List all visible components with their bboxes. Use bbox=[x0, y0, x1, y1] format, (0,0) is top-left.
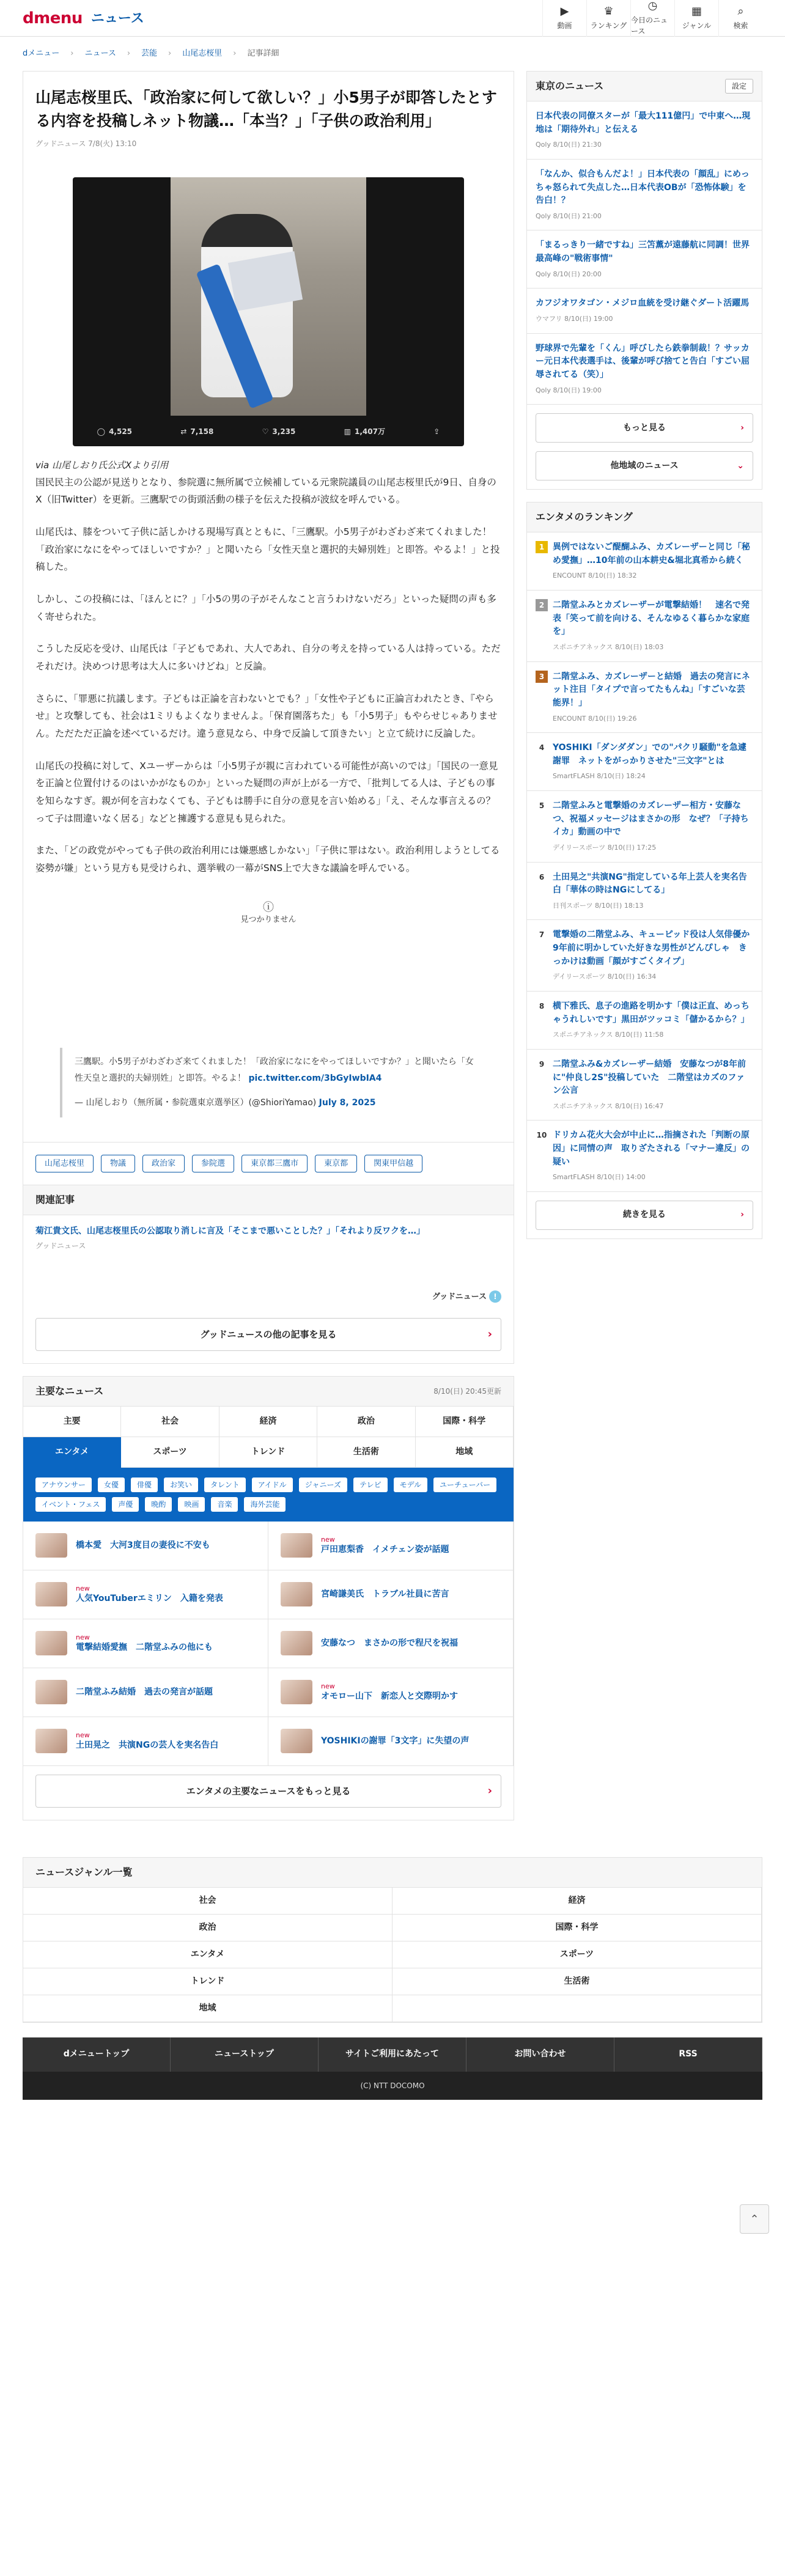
subcategory[interactable]: 海外芸能 bbox=[244, 1497, 286, 1512]
tweet-date-link[interactable]: July 8, 2025 bbox=[319, 1098, 376, 1108]
news-item[interactable]: new 土田晃之 共演NGの芸人を実名告白 bbox=[23, 1717, 268, 1766]
repost-icon: ⇄ bbox=[180, 427, 187, 436]
tweet-author: — 山尾しおり（無所属・参院選東京選挙区）(@ShioriYamao) bbox=[75, 1098, 317, 1108]
subcategory[interactable]: 音楽 bbox=[211, 1497, 238, 1512]
article-paragraph: また、「どの政党がやっても子供の政治利用には嫌悪感しかない」「子供に罪はない。政治利用しようとしてる姿勢が嫌」という見方も見受けられ、選挙戦の一幕がSNS上で大きな議論を呼んでいる。 bbox=[35, 845, 500, 874]
tokyo-news-title: 東京のニュース bbox=[536, 80, 604, 92]
sidebar bbox=[526, 71, 762, 1251]
ranking-item[interactable]: 3 二階堂ふみ、カズレーザーと結婚 過去の発言にネット注目「タイプで言ってたもんね」「すごいな芸能界！」 ENCOUNT 8/10(日) 19:26 bbox=[527, 662, 762, 734]
like-stat[interactable]: ♡ 3,235 bbox=[262, 427, 296, 436]
news-thumbnail bbox=[35, 1680, 67, 1704]
main-news-title: 主要なニュース bbox=[35, 1385, 104, 1397]
tab-life[interactable]: 生活術 bbox=[317, 1437, 415, 1468]
news-thumbnail bbox=[281, 1631, 312, 1655]
share-stat[interactable] bbox=[433, 426, 440, 437]
back-to-top-button[interactable] bbox=[740, 2204, 769, 2234]
settings-button[interactable]: 設定 bbox=[725, 79, 753, 94]
tokyo-news-item[interactable]: カフジオワタゴン・メジロ血統を受け継ぐダート活躍馬 ウマフリ 8/10(日) 19:00 bbox=[527, 289, 762, 333]
photo-stats bbox=[73, 417, 464, 446]
subcategory[interactable]: イベント・フェス bbox=[35, 1497, 106, 1512]
chevron-right-icon: › bbox=[740, 422, 744, 433]
tag[interactable]: 東京都 bbox=[315, 1155, 357, 1173]
rank-number: 7 bbox=[536, 929, 548, 941]
footer-link-news-top[interactable]: ニューストップ bbox=[171, 2037, 319, 2072]
rank-number: 2 bbox=[536, 599, 548, 611]
source-logo: グッドニュース ! bbox=[23, 1260, 514, 1309]
breadcrumb-news[interactable]: ニュース bbox=[84, 49, 116, 59]
embedded-tweet bbox=[60, 1048, 489, 1117]
heart-icon: ♡ bbox=[262, 427, 269, 436]
entertainment-more-button[interactable]: エンタメの主要なニュースをもっと見る › bbox=[35, 1775, 501, 1808]
info-icon: ⓘ bbox=[263, 900, 274, 914]
footer-link-contact[interactable]: お問い合わせ bbox=[466, 2037, 614, 2072]
rank-number: 3 bbox=[536, 671, 548, 683]
news-thumbnail bbox=[35, 1631, 67, 1655]
news-thumbnail bbox=[281, 1533, 312, 1558]
breadcrumb-dmenu[interactable]: dメニュー bbox=[23, 49, 60, 59]
news-item[interactable]: YOSHIKIの謝罪「3文字」に失望の声 bbox=[268, 1717, 514, 1766]
tokyo-news bbox=[526, 71, 762, 490]
repost-stat[interactable]: ⇄ 7,158 bbox=[180, 427, 214, 436]
share-icon: ⇪ bbox=[433, 427, 440, 436]
breadcrumb bbox=[23, 37, 762, 71]
rank-number: 4 bbox=[536, 742, 548, 754]
tab-trend[interactable]: トレンド bbox=[219, 1437, 317, 1468]
genre-item[interactable]: トレンド bbox=[23, 1968, 392, 1995]
article-paragraph: こうした反応を受け、山尾氏は「子どもであれ、大人であれ、自分の考えを持っている人は持っている。ただそれだけ。決めつけ思考は大人に多いけどね」と反論。 bbox=[35, 643, 501, 672]
chevron-right-icon: › bbox=[168, 49, 172, 59]
dmenu-logo[interactable]: dmenu bbox=[23, 9, 83, 28]
ranking-item[interactable]: 4 YOSHIKI「ダンダダン」での"パクリ騒動"を急遽謝罪 ネットをがっかりさせた"三文字"とは SmartFLASH 8/10(日) 18:24 bbox=[527, 733, 762, 791]
tab-sports[interactable]: スポーツ bbox=[121, 1437, 219, 1468]
tag[interactable]: 関東甲信越 bbox=[364, 1155, 422, 1173]
news-list bbox=[23, 1522, 514, 1766]
news-item[interactable]: new 人気YouTuberエミリン 入籍を発表 bbox=[23, 1570, 268, 1619]
genre-item[interactable]: 地域 bbox=[23, 1995, 392, 2022]
ranking-item[interactable]: 2 二階堂ふみとカズレーザーが電撃結婚！ 速名で発表「笑って前を向ける、そんなゆるく暮らかな家庭を」 スポニチアネックス 8/10(日) 18:03 bbox=[527, 591, 762, 662]
news-item[interactable]: new 電撃結婚愛撫 二階堂ふみの他にも bbox=[23, 1619, 268, 1668]
genre-item[interactable]: 国際・科学 bbox=[392, 1915, 762, 1941]
tag[interactable]: 政治家 bbox=[142, 1155, 185, 1173]
breadcrumb-entertainment[interactable]: 芸能 bbox=[141, 49, 158, 59]
article-paragraph: さらに、「罪悪に抗議します。子どもは正論を言わないとでも？」「女性や子どもに正論言われたとき、『やらせ』と攻撃しても、社会は1ミリもよくなりませんよ。「保育園落ちた」も「小5男子」もやらせじゃありません。ただただ正論を述べているだけ。違う意見なら、中身で反論して頂きたい」と立て続けに反論した。 bbox=[35, 693, 498, 739]
news-thumbnail bbox=[281, 1680, 312, 1704]
view-stat[interactable]: ▥ 1,407万 bbox=[344, 427, 385, 436]
grid-icon: ▦ bbox=[691, 5, 702, 18]
video-icon: ▶ bbox=[560, 5, 569, 18]
top-bar bbox=[0, 0, 785, 37]
chevron-right-icon: › bbox=[70, 49, 74, 59]
chevron-right-icon: › bbox=[127, 49, 131, 59]
chevron-up-icon: ⌃ bbox=[750, 2212, 759, 2226]
ranking-title: エンタメのランキング bbox=[527, 502, 762, 532]
nav-genre[interactable]: ▦ ジャンル bbox=[674, 0, 718, 37]
chevron-right-icon: › bbox=[740, 1210, 744, 1220]
rank-number: 10 bbox=[536, 1129, 548, 1141]
section-name[interactable]: ニュース bbox=[90, 10, 144, 26]
bar-chart-icon: ▥ bbox=[344, 427, 351, 436]
article-title: 山尾志桜里氏、「政治家に何して欲しい？」小5男子が即答したとする内容を投稿しネット物議…「本当？」「子供の政治利用」 bbox=[35, 89, 497, 130]
entertainment-ranking bbox=[526, 502, 762, 1239]
subcategory[interactable]: 晩酌 bbox=[145, 1497, 172, 1512]
rank-number: 9 bbox=[536, 1058, 548, 1070]
breadcrumb-current: 記事詳細 bbox=[247, 49, 279, 59]
tag[interactable]: 物議 bbox=[101, 1155, 135, 1173]
rank-number: 8 bbox=[536, 1000, 548, 1012]
genre-item-empty bbox=[392, 1995, 762, 2022]
chevron-right-icon: › bbox=[233, 49, 237, 59]
news-thumbnail bbox=[281, 1729, 312, 1753]
rank-number: 6 bbox=[536, 871, 548, 883]
related-title: 関連記事 bbox=[23, 1185, 514, 1215]
subcategory[interactable]: 俳優 bbox=[131, 1478, 158, 1492]
genre-item[interactable]: スポーツ bbox=[392, 1941, 762, 1968]
related-articles bbox=[23, 1185, 514, 1364]
ranking-item[interactable]: 5 二階堂ふみと電撃婚のカズレーザー相方・安藤なつ、祝福メッセージはまさかの形 なぜ？「子持ちイカ」動画の中で デイリースポーツ 8/10(日) 17:25 bbox=[527, 791, 762, 863]
article-paragraph: 山尾氏の投稿に対して、Xユーザーからは「小5男子が親に言われている可能性が高いのでは」「国民の一意見を正論と位置付けるのはいかがなものか」といった疑問の声が上がる一方で、「批判してる人は、子どもの事を知らなすぎ。親が何を言わなくても、子どもは勝手に自分の意見を言い始める」「え、そんな事言えるの？って子は間違いなく居る」などと擁護する意見も見られた。 bbox=[35, 760, 498, 824]
subcategory[interactable]: テレビ bbox=[353, 1478, 388, 1492]
chevron-right-icon: › bbox=[487, 1784, 492, 1798]
article-paragraph: 山尾氏は、膝をついて子供に話しかける現場写真とともに、「三鷹駅。小5男子がわざわざ来てくれました！「政治家になにをやってほしいですか？」と聞いたら「女性天皇と選択的夫婦別姓」と即答。やるよ！」と投稿した。 bbox=[35, 526, 500, 573]
article-meta: グッドニュース 7/8(火) 13:10 bbox=[35, 139, 137, 148]
article-paragraph: 国民民主の公認が見送りとなり、参院選に無所属で立候補している元衆院議員の山尾志桜里氏が9日、自身のX（旧Twitter）を更新。三鷹駅での街頭活動の様子を伝えた投稿が波紋を呼んでいる。 bbox=[35, 476, 496, 506]
nav-search[interactable]: ⌕ 検索 bbox=[718, 0, 762, 37]
chevron-down-icon: ⌄ bbox=[737, 460, 744, 471]
tokyo-news-item[interactable]: 野球界で先輩を「くん」呼びしたら鉄拳制裁！？サッカー元日本代表選手は、後輩が呼び捨てと告白「すごい屈辱されてる（笑）」 Qoly 8/10(日) 19:00 bbox=[527, 334, 762, 405]
subcategory[interactable]: モデル bbox=[394, 1478, 427, 1492]
tag-list bbox=[23, 1143, 514, 1186]
subcategory[interactable]: 声優 bbox=[112, 1497, 139, 1512]
genre-list bbox=[23, 1857, 762, 2023]
tab-economy[interactable]: 経済 bbox=[219, 1407, 317, 1437]
rank-number: 5 bbox=[536, 800, 548, 812]
search-icon: ⌕ bbox=[737, 5, 744, 18]
tag[interactable]: 東京都三鷹市 bbox=[241, 1155, 308, 1173]
tag[interactable]: 山尾志桜里 bbox=[35, 1155, 94, 1173]
subcategory[interactable]: お笑い bbox=[164, 1478, 198, 1492]
footer-link-dmenu-top[interactable]: dメニュートップ bbox=[23, 2037, 171, 2072]
tokyo-more-button[interactable]: もっと見る › bbox=[536, 413, 753, 443]
subcategory[interactable]: タレント bbox=[204, 1478, 246, 1492]
tweet-pic-link[interactable]: pic.twitter.com/3bGyIwbIA4 bbox=[248, 1073, 382, 1083]
photo-credit: via 山尾しおり氏公式Xより引用 bbox=[35, 460, 169, 471]
news-thumbnail bbox=[35, 1533, 67, 1558]
tab-region[interactable]: 地域 bbox=[416, 1437, 514, 1468]
nav-today[interactable]: ◷ 今日のニュース bbox=[630, 0, 674, 37]
related-link[interactable]: 菊江貴文氏、山尾志桜里氏の公認取り消しに言及「そこまで悪いことした？」「それより反ワクを…」 bbox=[35, 1226, 425, 1237]
article-photo[interactable] bbox=[73, 177, 464, 446]
tab-world[interactable]: 国際・科学 bbox=[416, 1407, 514, 1437]
news-item[interactable]: 宮崎謙美氏 トラブル社員に苦言 bbox=[268, 1570, 514, 1619]
tokyo-news-item[interactable]: 日本代表の同僚スターが「最大111億円」で中東へ…現地は「期待外れ」と伝える Qoly 8/10(日) 21:30 bbox=[527, 101, 762, 160]
subcategory[interactable]: 女優 bbox=[98, 1478, 125, 1492]
news-item[interactable]: 橋本愛 大河3度目の妻役に不安も bbox=[23, 1522, 268, 1570]
genre-item[interactable]: 生活術 bbox=[392, 1968, 762, 1995]
genre-item[interactable]: 社会 bbox=[23, 1888, 392, 1915]
tab-society[interactable]: 社会 bbox=[121, 1407, 219, 1437]
footer-link-rss[interactable]: RSS bbox=[614, 2037, 762, 2072]
ranking-item[interactable]: 1 異例ではないご醍醐ふみ、カズレーザーと同じ「秘め愛撫」…10年前の山本耕史&堀北真希から続く ENCOUNT 8/10(日) 18:32 bbox=[527, 532, 762, 591]
ranking-item[interactable]: 8 横下雅氏、息子の進路を明かす「僕は正直、めっちゃうれしいです」黒田がツッコミ「儲かるから？」 スポニチアネックス 8/10(日) 11:58 bbox=[527, 992, 762, 1050]
subcategory[interactable]: アナウンサー bbox=[35, 1478, 92, 1492]
news-thumbnail bbox=[35, 1729, 67, 1753]
news-thumbnail bbox=[35, 1582, 67, 1606]
footer-nav bbox=[23, 2037, 762, 2072]
subcategory[interactable]: アイドル bbox=[252, 1478, 293, 1492]
related-source: グッドニュース bbox=[35, 1242, 86, 1251]
ranking-more-button[interactable]: 続きを見る › bbox=[536, 1201, 753, 1230]
ranking-item[interactable]: 10 ドリカム花火大会が中止に…指摘された「判断の原因」に同情の声 取りざたされる「マナー違反」の疑い SmartFLASH 8/10(日) 14:00 bbox=[527, 1121, 762, 1192]
subcategory[interactable]: 映画 bbox=[178, 1497, 205, 1512]
tab-entertainment[interactable]: エンタメ bbox=[23, 1437, 121, 1468]
tab-politics[interactable]: 政治 bbox=[317, 1407, 415, 1437]
clock-icon: ◷ bbox=[647, 0, 658, 12]
genre-item[interactable]: 経済 bbox=[392, 1888, 762, 1915]
tokyo-news-item[interactable]: 「まるっきり一緒ですね」三笘薫が遠藤航に同調！世界最高峰の"戦術事情" Qoly 8/10(日) 20:00 bbox=[527, 230, 762, 289]
reply-icon: ◯ bbox=[97, 427, 106, 436]
tokyo-news-item[interactable]: 「なんか、似合もんだよ！」日本代表の「顔乱」にめっちゃ怒られて失点した…日本代表OBが「恐怖体験」を告白！？ Qoly 8/10(日) 21:00 bbox=[527, 160, 762, 231]
main-news bbox=[23, 1376, 514, 1820]
article-paragraph: しかし、この投稿には、「ほんとに？」「小5の男の子がそんなこと言うわけないだろ」といった疑問の声も多く寄せられた。 bbox=[35, 593, 496, 622]
genre-title: ニュースジャンル一覧 bbox=[23, 1858, 762, 1888]
source-more-button[interactable]: グッドニュースの他の記事を見る › bbox=[35, 1318, 501, 1351]
chevron-right-icon: › bbox=[487, 1328, 492, 1341]
nav-video[interactable]: ▶ 動画 bbox=[542, 0, 586, 37]
subcategory[interactable]: ユーチューバー bbox=[433, 1478, 496, 1492]
embed-not-found: ⓘ 見つかりません bbox=[35, 902, 501, 926]
subcategory[interactable]: ジャニーズ bbox=[299, 1478, 347, 1492]
news-item[interactable]: new オモロー山下 新恋人と交際明かす bbox=[268, 1668, 514, 1717]
news-item[interactable]: 安藤なつ まさかの形で程尺を祝福 bbox=[268, 1619, 514, 1668]
footer-link-terms[interactable]: サイトご利用にあたって bbox=[319, 2037, 466, 2072]
genre-item[interactable]: 政治 bbox=[23, 1915, 392, 1941]
subcategory-list bbox=[23, 1468, 514, 1522]
tab-main[interactable]: 主要 bbox=[23, 1407, 121, 1437]
ranking-item[interactable]: 7 電撃婚の二階堂ふみ、キューピッド役は人気俳優か 9年前に明かしていた好きな男性がどんぴしゃ きっかけは動画「顔がすごくタイプ」 デイリースポーツ 8/10(日) 16:34 bbox=[527, 920, 762, 992]
trophy-icon: ♛ bbox=[603, 5, 614, 18]
tweet-text: 三鷹駅。小5男子がわざわざ来てくれました！「政治家になにをやってほしいですか？」と聞いたら「女性天皇と選択的夫婦別姓」と即答。やるよ！ bbox=[75, 1057, 474, 1083]
copyright: (C) NTT DOCOMO bbox=[23, 2072, 762, 2100]
exclamation-icon: ! bbox=[489, 1290, 501, 1303]
news-item[interactable]: new 戸田恵梨香 イメチェン姿が話題 bbox=[268, 1522, 514, 1570]
ranking-item[interactable]: 6 土田晃之"共演NG"指定している年上芸人を実名告白「華体の時はNGにしてる」 日刊スポーツ 8/10(日) 18:13 bbox=[527, 863, 762, 921]
main-column bbox=[23, 71, 514, 1820]
nav-ranking[interactable]: ♛ ランキング bbox=[586, 0, 630, 37]
news-thumbnail bbox=[281, 1582, 312, 1606]
genre-item[interactable]: エンタメ bbox=[23, 1941, 392, 1968]
main-news-updated: 8/10(日) 20:45更新 bbox=[433, 1386, 501, 1396]
tag[interactable]: 参院選 bbox=[192, 1155, 234, 1173]
rank-number: 1 bbox=[536, 541, 548, 553]
breadcrumb-person[interactable]: 山尾志桜里 bbox=[182, 49, 223, 59]
news-item[interactable]: 二階堂ふみ結婚 過去の発言が話題 bbox=[23, 1668, 268, 1717]
other-region-button[interactable]: 他地域のニュース ⌄ bbox=[536, 451, 753, 480]
article-body bbox=[23, 159, 514, 1143]
ranking-item[interactable]: 9 二階堂ふみ&カズレーザー結婚 安藤なつが8年前に"仲良し2S"投稿していた 二階堂はカズのファン公言 スポニチアネックス 8/10(日) 16:47 bbox=[527, 1050, 762, 1121]
reply-stat[interactable]: ◯ 4,525 bbox=[97, 427, 133, 436]
category-tabs bbox=[23, 1407, 514, 1468]
